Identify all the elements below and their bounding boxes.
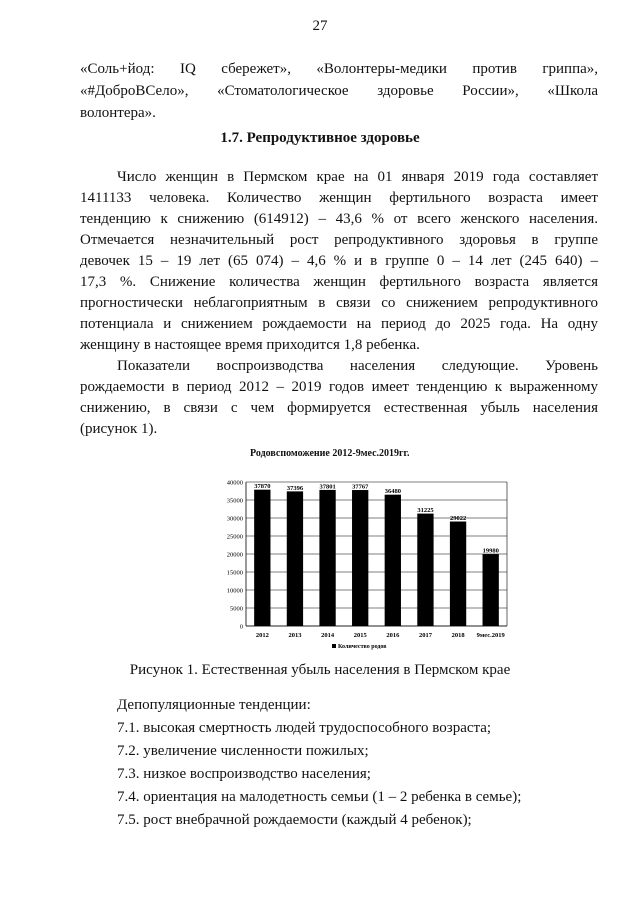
figure-caption: Рисунок 1. Естественная убыль населения в Пермском крае	[129, 662, 511, 678]
data-label: 37801	[319, 483, 336, 491]
x-tick-label: 2018	[451, 632, 465, 639]
legend-label: Количество родов	[338, 644, 387, 650]
list-item: 7.1. высокая смертность людей трудоспособного возраста;	[117, 720, 492, 736]
list-item: 7.5. рост внебрачной рождаемости (каждый 4 ребенок);	[117, 812, 472, 828]
births-bar-chart	[214, 470, 514, 655]
paragraph-line: потенциала и снижением рождаемости на период до 2025 года. На одну	[80, 316, 598, 332]
section-heading: 1.7. Репродуктивное здоровье	[220, 130, 420, 146]
paragraph-line: женщину в настоящее время приходится 1,8 ребенка.	[80, 337, 420, 353]
paragraph-line: Число женщин в Пермском крае на 01 января 2019 года составляет	[117, 169, 598, 185]
x-tick-label: 2017	[418, 632, 432, 639]
paragraph-line: (рисунок 1).	[80, 421, 158, 437]
paragraph-line: рождаемости в период 2012 – 2019 годов имеет тенденцию к выраженному	[80, 379, 598, 395]
paragraph-line: девочек 15 – 19 лет (65 074) – 4,6 % и в группе 0 – 14 лет (245 640) –	[80, 253, 598, 269]
y-tick-label: 10000	[226, 587, 243, 595]
bar-9мес.2019	[483, 554, 499, 626]
bar-2018	[450, 522, 466, 626]
intro-line: «Соль+йод: IQ сбережет», «Волонтеры-медики против гриппа»,	[80, 61, 598, 77]
x-tick-label: 2013	[288, 632, 302, 639]
y-tick-label: 5000	[230, 605, 243, 613]
bar-2014	[319, 490, 335, 626]
x-tick-label: 2012	[255, 632, 269, 639]
paragraph-line: прогностически неблагоприятным в связи со снижением репродуктивного	[80, 295, 598, 311]
bar-2012	[254, 490, 270, 626]
x-tick-label: 2014	[321, 632, 335, 639]
paragraph-line: тенденцию к снижению (614912) – 43,6 % от всего женского населения.	[80, 211, 598, 227]
data-label: 29022	[449, 515, 467, 523]
paragraph-line: 1411133 человека. Количество женщин фертильного возраста имеет	[80, 190, 598, 206]
list-item: 7.3. низкое воспроизводство населения;	[117, 766, 371, 782]
y-tick-label: 30000	[226, 515, 243, 523]
page-number: 27	[312, 18, 328, 34]
y-tick-label: 0	[239, 623, 243, 631]
paragraph-line: 17,3 %. Снижение количества женщин фертильного возраста является	[80, 274, 598, 290]
legend-swatch	[332, 644, 336, 648]
data-label: 37767	[352, 483, 369, 491]
bar-2013	[287, 491, 303, 626]
data-label: 37396	[286, 484, 304, 492]
list-item: 7.2. увеличение численности пожилых;	[117, 743, 369, 759]
bar-2015	[352, 490, 368, 626]
y-tick-label: 40000	[226, 479, 243, 487]
data-label: 37870	[254, 483, 271, 491]
x-tick-label: 2015	[353, 632, 367, 639]
paragraph-line: Показатели воспроизводства населения следующие. Уровень	[117, 358, 598, 374]
data-label: 36480	[384, 488, 401, 496]
data-label: 31225	[417, 507, 434, 515]
intro-line: «#ДоброВСело», «Стоматологическое здоровье России», «Школа	[80, 83, 598, 99]
y-tick-label: 20000	[226, 551, 243, 559]
y-tick-label: 25000	[226, 533, 243, 541]
intro-line: волонтера».	[80, 105, 156, 121]
bar-2017	[417, 514, 433, 626]
paragraph-line: снижению, в связи с чем формируется естественная убыль населения	[80, 400, 598, 416]
list-item: 7.4. ориентация на малодетность семьи (1 – 2 ребенка в семье);	[117, 789, 522, 805]
bar-2016	[385, 495, 401, 626]
x-tick-label: 2016	[386, 632, 400, 639]
y-tick-label: 35000	[226, 497, 243, 505]
paragraph-line: Отмечается незначительный рост репродуктивного здоровья в группе	[80, 232, 598, 248]
data-label: 19980	[482, 547, 499, 555]
list-intro: Депопуляционные тенденции:	[117, 697, 311, 713]
x-tick-label: 9мес.2019	[476, 632, 505, 639]
y-tick-label: 15000	[226, 569, 243, 577]
chart-title: Родовспоможение 2012-9мес.2019гг.	[250, 448, 410, 459]
